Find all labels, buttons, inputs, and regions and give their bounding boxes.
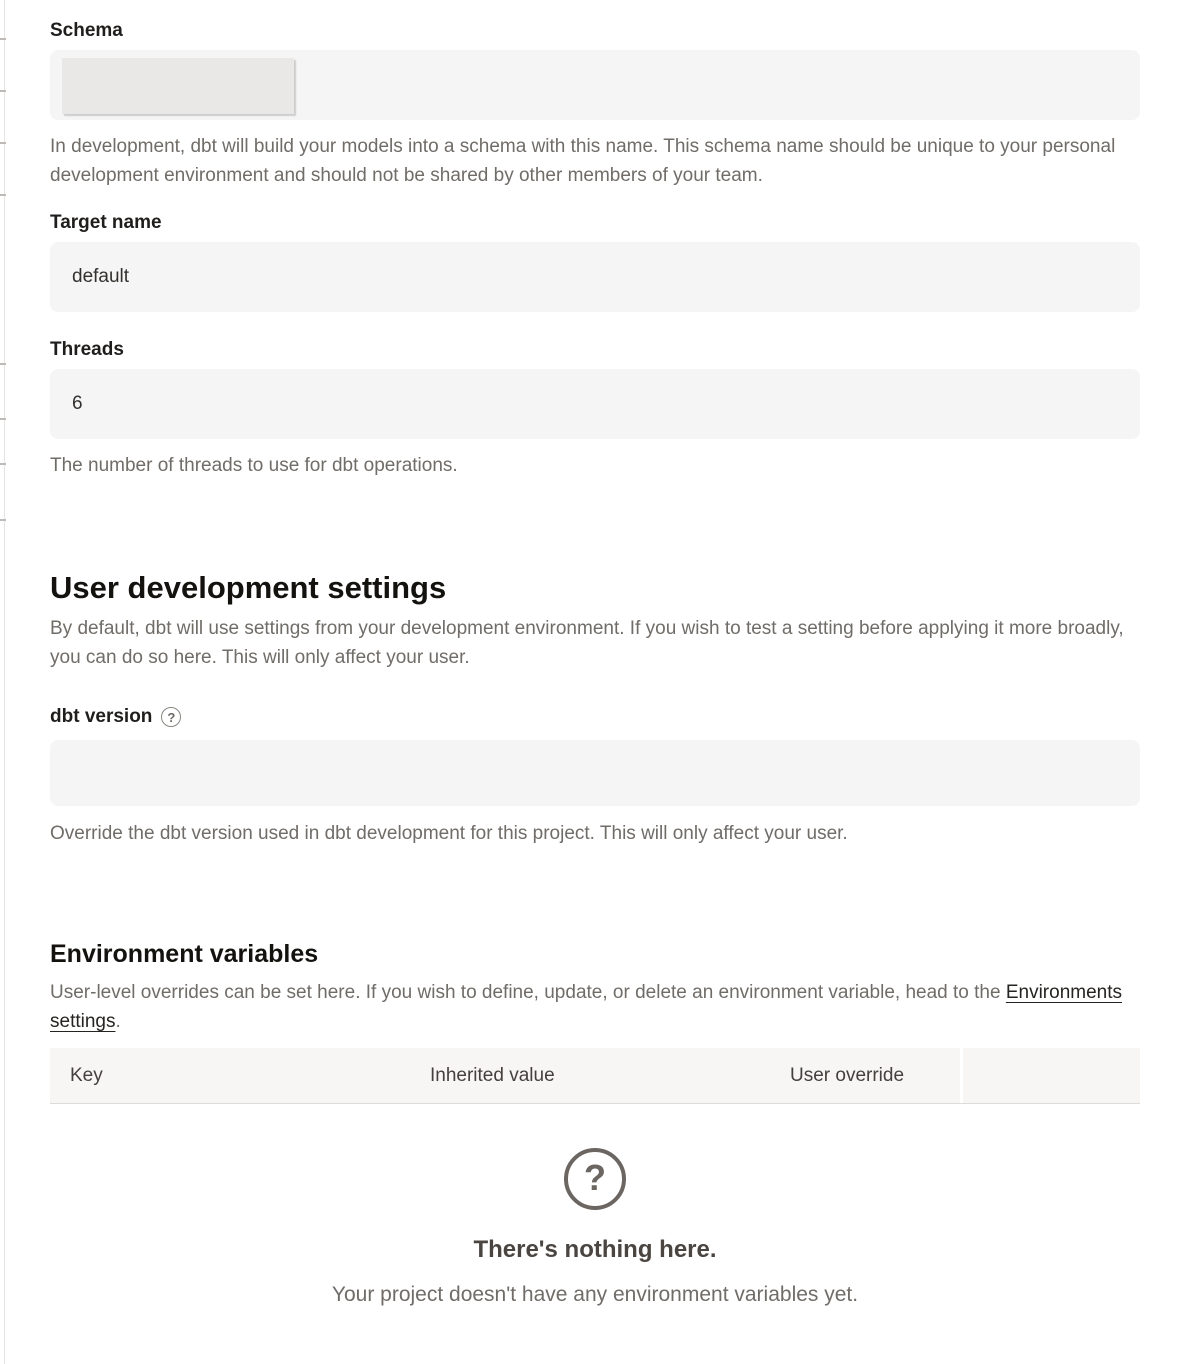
schema-help-text: In development, dbt will build your models into a schema with this name. This schema name should be unique to your personal development environment and should not be shared by other members of your team. — [50, 136, 1116, 186]
dbt-version-help-text: Override the dbt version used in dbt development for this project. This will only affect your user. — [50, 823, 848, 844]
dbt-version-input[interactable] — [50, 740, 1140, 806]
dbt-version-label: dbt version — [50, 706, 153, 727]
table-header-key: Key — [50, 1048, 430, 1103]
left-rail-tick — [0, 363, 6, 365]
environments-settings-link[interactable]: Environments settings — [50, 982, 1123, 1032]
schema-input[interactable] — [50, 50, 1140, 120]
schema-label: Schema — [50, 20, 123, 41]
empty-state-message: Your project doesn't have any environment variables yet. — [331, 1283, 859, 1306]
question-circle-icon: ? — [564, 1148, 626, 1210]
left-rail-tick — [0, 194, 6, 196]
schema-redacted-value — [62, 58, 294, 114]
left-rail-tick — [0, 519, 6, 521]
left-rail-tick — [0, 418, 6, 420]
left-rail-tick — [0, 142, 6, 144]
question-circle-icon[interactable]: ? — [161, 707, 181, 727]
environment-variables-table-header — [50, 1048, 1140, 1104]
left-rail-tick — [0, 463, 6, 465]
table-header-inherited-value: Inherited value — [430, 1048, 790, 1103]
threads-label: Threads — [50, 339, 124, 360]
target-name-input[interactable] — [50, 242, 1140, 312]
table-header-actions — [963, 1048, 1140, 1103]
environment-variables-description-text: User-level overrides can be set here. If you wish to define, update, or delete an environment variable, head to the — [50, 982, 1006, 1003]
left-rail-tick — [0, 38, 6, 40]
threads-input[interactable] — [50, 369, 1140, 439]
target-name-label: Target name — [50, 212, 162, 233]
environment-variables-description-period: . — [115, 1011, 121, 1032]
user-development-settings-description: By default, dbt will use settings from your development environment. If you wish to test a setting before applying it more broadly, you can do so here. This will only affect your user. — [50, 618, 1124, 668]
empty-state-title: There's nothing here. — [473, 1236, 717, 1263]
environment-variables-description — [50, 978, 1140, 1036]
user-development-settings-title: User development settings — [50, 570, 447, 605]
settings-form — [50, 0, 1140, 1336]
threads-help-text: The number of threads to use for dbt operations. — [50, 455, 458, 476]
environment-variables-empty-state — [50, 1148, 1140, 1309]
left-rail-tick — [0, 90, 6, 92]
environment-variables-title: Environment variables — [50, 940, 319, 968]
left-panel-edge — [0, 0, 5, 1364]
table-header-user-override: User override — [790, 1048, 960, 1103]
